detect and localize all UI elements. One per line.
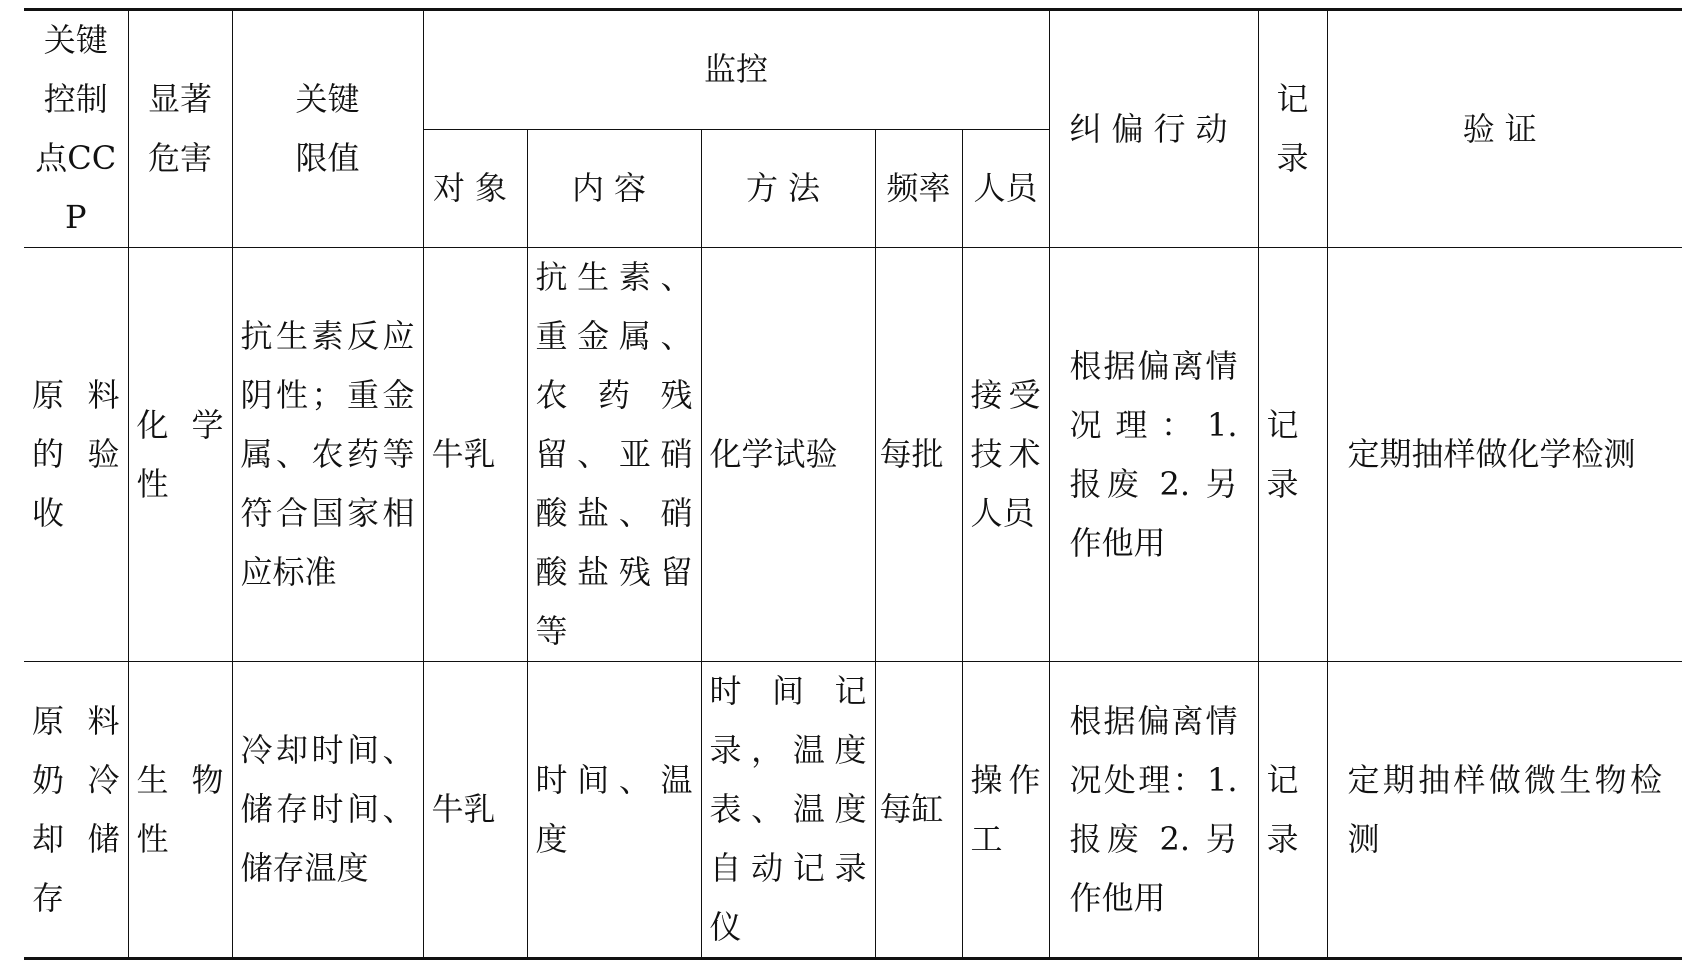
header-hazard: 显著危害: [128, 10, 232, 248]
cell-verification: 定期抽样做微生物检测: [1327, 662, 1682, 959]
cell-frequency: 每批: [875, 248, 962, 662]
cell-limit: 冷却时间、储存时间、储存温度: [232, 662, 423, 959]
cell-object: 牛乳: [423, 662, 527, 959]
header-monitoring: 监控: [423, 10, 1049, 130]
cell-content: 时间、温度: [527, 662, 701, 959]
cell-method: 化学试验: [701, 248, 875, 662]
cell-record: 记录: [1258, 248, 1327, 662]
cell-content: 抗生素、重金属、农药残留、亚硝酸盐、硝酸盐残留等: [527, 248, 701, 662]
cell-corrective: 根据偏离情况理：1. 报废 2. 另作他用: [1049, 248, 1258, 662]
header-ccp: 关键控制点CCP: [24, 10, 128, 248]
cell-frequency: 每缸: [875, 662, 962, 959]
table-row: [24, 248, 1682, 662]
cell-record: 记录: [1258, 662, 1327, 959]
cell-hazard: 生物性: [128, 662, 232, 959]
table-row: [24, 662, 1682, 959]
header-corrective-action: 纠偏行动: [1049, 10, 1258, 248]
header-frequency: 频率: [875, 129, 962, 247]
header-personnel: 人员: [962, 129, 1049, 247]
cell-corrective: 根据偏离情况处理：1. 报废 2. 另作他用: [1049, 662, 1258, 959]
cell-limit: 抗生素反应阴性；重金属、农药等符合国家相应标准: [232, 248, 423, 662]
cell-ccp: 原料的验收: [24, 248, 128, 662]
cell-personnel: 操作工: [962, 662, 1049, 959]
haccp-plan-table: [24, 8, 1682, 960]
header-object: 对象: [423, 129, 527, 247]
header-verification: 验证: [1327, 10, 1682, 248]
cell-method: 时间记录，温度表、温度自动记录仪: [701, 662, 875, 959]
cell-verification: 定期抽样做化学检测: [1327, 248, 1682, 662]
header-method: 方法: [701, 129, 875, 247]
header-record: 记录: [1258, 10, 1327, 248]
header-content: 内容: [527, 129, 701, 247]
cell-personnel: 接受技术人员: [962, 248, 1049, 662]
cell-hazard: 化学性: [128, 248, 232, 662]
header-row-top: [24, 10, 1682, 130]
cell-object: 牛乳: [423, 248, 527, 662]
header-critical-limit: 关键限值: [232, 10, 423, 248]
cell-ccp: 原料奶冷却储存: [24, 662, 128, 959]
